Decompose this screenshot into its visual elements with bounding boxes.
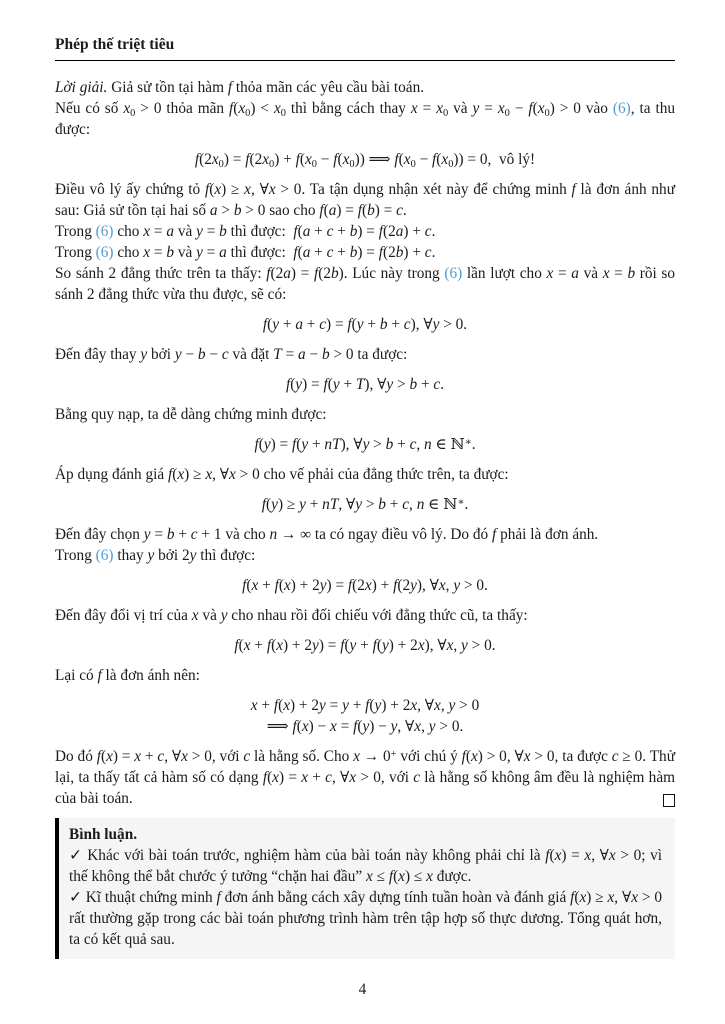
- solution-line: Đến đây chọn y = b + c + 1 và cho n → ∞ ta có ngay điều vô lý. Do đó f phải là đơn ánh.: [55, 526, 599, 543]
- solution-body: [55, 77, 675, 809]
- section-title: Phép thế triệt tiêu: [55, 36, 175, 53]
- equation-line-1: x + f(x) + 2y = y + f(y) + 2x, ∀x, y > 0: [250, 697, 480, 714]
- solution-line: Đến đây đổi vị trí của x và y cho nhau rồi đối chiếu với đẳng thức cũ, ta thấy:: [55, 607, 528, 624]
- comment-item: ✓ Kĩ thuật chứng minh f đơn ánh bằng cách xây dựng tính tuần hoàn và đánh giá f(x) ≥ x, ∀x > 0 rất thường gặp trong các bài toán phương trình hàm trên tập hợp số thực dương. Tổng quát hơn, ta có kết quả sau.: [69, 889, 662, 948]
- equation-ref-6[interactable]: (6): [612, 100, 631, 117]
- comment-box-title: Bình luận.: [69, 826, 138, 843]
- solution-paragraph: Điều vô lý ấy chứng tỏ f(x) ≥ x, ∀x > 0. Ta tận dụng nhận xét này để chứng minh f là đơn ánh như sau: Giả sử tồn tại hai số a > b > 0 sao cho f(a) = f(b) = c.: [55, 181, 675, 219]
- display-equation-aligned: [55, 695, 675, 737]
- equation-line-2: ⟹ f(x) − x = f(y) − y, ∀x, y > 0.: [266, 718, 464, 735]
- display-equation: f(y) = f(y + T), ∀y > b + c.: [285, 376, 445, 393]
- solution-line: Lời giải. Giả sử tồn tại hàm f thỏa mãn các yêu cầu bài toán.: [55, 79, 425, 96]
- page-number: 4: [358, 981, 367, 998]
- solution-paragraph: So sánh 2 đẳng thức trên ta thấy: f(2a) = f(2b). Lúc này trong (6) lần lượt cho x = a và x = b rồi so sánh 2 đẳng thức vừa thu được, sẽ có:: [55, 265, 676, 303]
- equation-ref-6[interactable]: (6): [95, 244, 114, 261]
- comment-box: [55, 818, 675, 959]
- display-equation: f(y) ≥ y + nT, ∀y > b + c, n ∈ ℕ∗.: [261, 496, 469, 513]
- display-equation: f(y) = f(y + nT), ∀y > b + c, n ∈ ℕ∗.: [254, 436, 476, 453]
- solution-line: Áp dụng đánh giá f(x) ≥ x, ∀x > 0 cho vế phải của đẳng thức trên, ta được:: [55, 466, 509, 483]
- header-rule: [55, 60, 675, 61]
- solution-paragraph: Nếu có số $x_0 > 0$ thỏa mãn $f(x_0) < x_0$ thì bằng cách thay $x = x_0$ và $y = x_0 - f(x_0) > 0$ vào (6), ta thu được:: [55, 100, 676, 138]
- solution-paragraph-final: [55, 746, 675, 809]
- equation-ref-6[interactable]: (6): [95, 223, 114, 240]
- display-equation: $f(2x_0) = f(2x_0) + f(x_0 - f(x_0))$ ⟹ $f(x_0 - f(x_0)) = 0$, vô lý!: [194, 151, 536, 170]
- solution-line: Lại có f là đơn ánh nên:: [55, 667, 200, 684]
- solution-line: Trong (6) thay y bởi 2y thì được:: [55, 547, 256, 564]
- comment-item: ✓ Khác với bài toán trước, nghiệm hàm của bài toán này không phải chỉ là f(x) = x, ∀x > 0; vì thế không thể bắt chước ý tưởng “chặn hai đầu” x ≤ f(x) ≤ x được.: [69, 847, 663, 885]
- solution-line: Trong (6) cho x = a và y = b thì được: f(a + c + b) = f(2a) + c.: [55, 223, 436, 240]
- equation-ref-6[interactable]: (6): [95, 547, 114, 564]
- equation-ref-6[interactable]: (6): [444, 265, 463, 282]
- solution-line: Đến đây thay y bởi y − b − c và đặt T = a − b > 0 ta được:: [55, 346, 408, 363]
- qed-symbol: [663, 794, 675, 807]
- solution-line: Bằng quy nạp, ta dễ dàng chứng minh được:: [55, 406, 327, 423]
- section-header: [55, 34, 675, 61]
- display-equation: f(x + f(x) + 2y) = f(y + f(y) + 2x), ∀x, y > 0.: [234, 637, 496, 654]
- solution-final-text: Do đó f(x) = x + c, ∀x > 0, với c là hằng số. Cho x → 0+ với chú ý f(x) > 0, ∀x > 0, ta được c ≥ 0. Thử lại, ta thấy tất cả hàm số có dạng f(x) = x + c, ∀x > 0, với c là hằng số không âm đều là nghiệm hàm của bài toán.: [55, 748, 676, 807]
- display-equation: f(x + f(x) + 2y) = f(2x) + f(2y), ∀x, y > 0.: [242, 577, 488, 594]
- solution-line: Trong (6) cho x = b và y = a thì được: f(a + c + b) = f(2b) + c.: [55, 244, 436, 261]
- display-equation: f(y + a + c) = f(y + b + c), ∀y > 0.: [262, 316, 468, 333]
